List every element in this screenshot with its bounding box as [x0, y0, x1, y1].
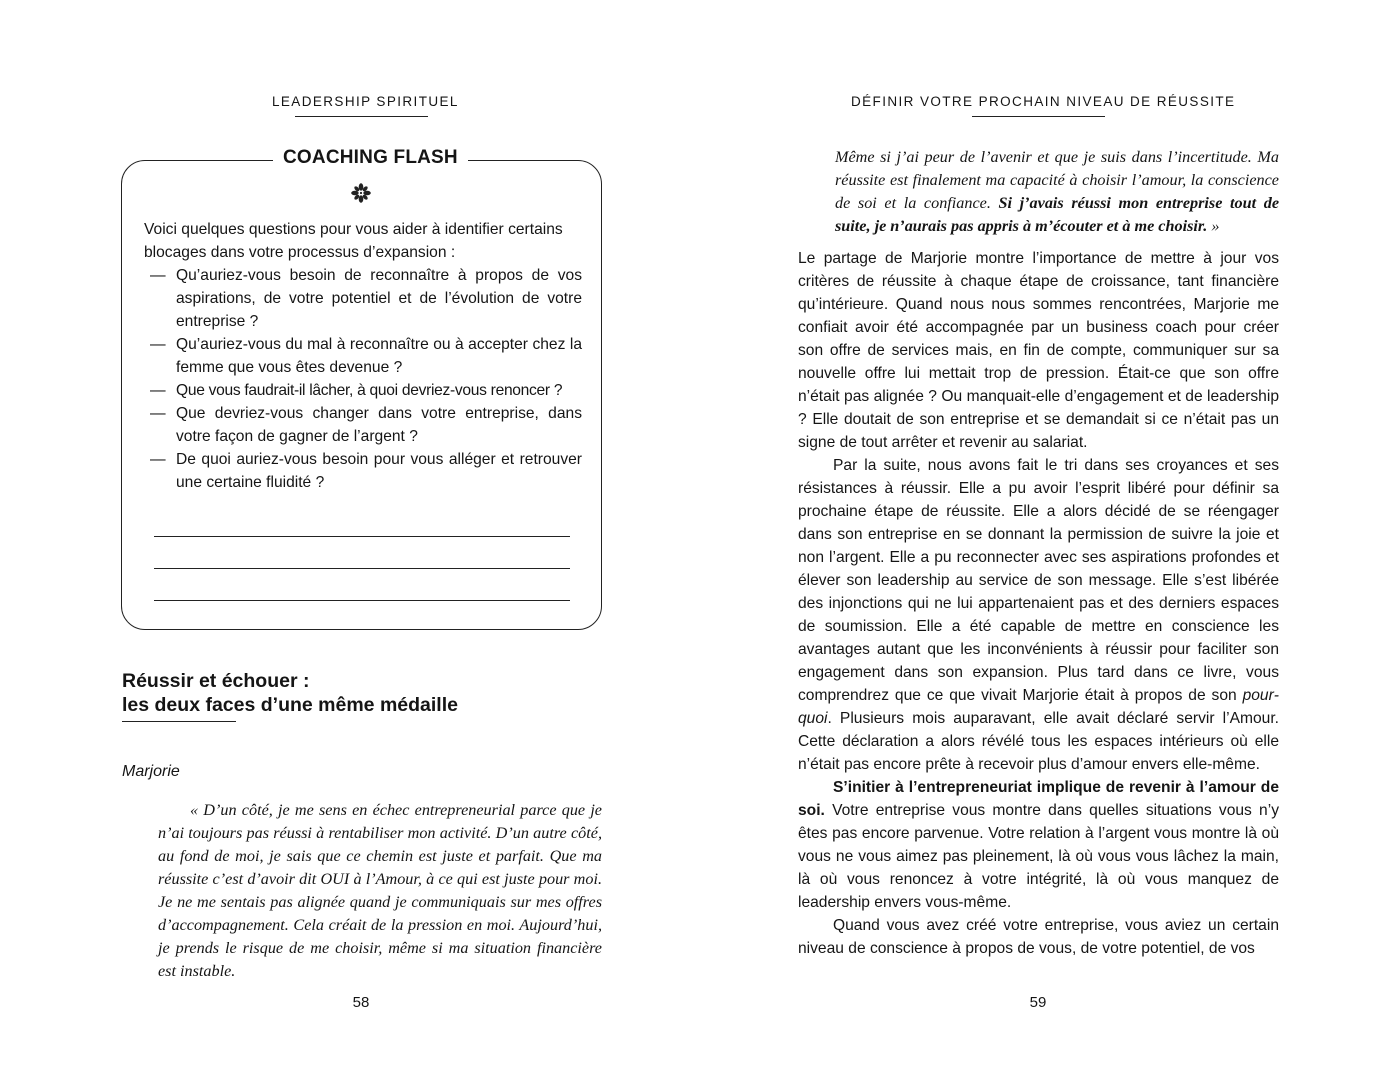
flower-ornament-icon: [350, 182, 372, 204]
paragraph: Quand vous avez créé votre entreprise, vous aviez un certain niveau de conscience à propos de vous, de votre potentiel, de vos: [798, 917, 1279, 957]
quote-text: « D’un côté, je me sens en échec entrepreneurial parce que je n’ai toujours pas réussi à rentabiliser mon activité. D’un autre côté, au fond de moi, je sais que ce chemin est juste et parfait. Que ma réussite c’est d’avoir dit OUI à l’Amour, à ce qui est juste pour moi. Je ne me sentais pas alignée quand je communiquais sur mes offres d’accompagnement. Cela créait de la pression en moi. Aujourd’hui, je prends le risque de me choisir, même si ma situation financière est instable.: [158, 801, 602, 980]
running-head: LEADERSHIP SPIRITUEL: [272, 94, 459, 109]
coaching-intro: Voici quelques questions pour vous aider à identifier certains blocages dans votre processus d’expansion :: [144, 221, 563, 261]
section-heading-line: Réussir et échouer :: [122, 670, 310, 692]
quote-bold-text: Si j’avais réussi mon entreprise tout de suite, je n’aurais pas appris à m’écouter et à me choisir.: [835, 194, 1279, 235]
section-heading: [122, 669, 458, 717]
question-text: Que devriez-vous changer dans votre entreprise, dans votre façon de gagner de l’argent ?: [176, 405, 582, 445]
italic-word: pourquoi: [798, 687, 1279, 727]
answer-line: [154, 568, 570, 569]
page-number: 59: [1029, 994, 1047, 1011]
answer-line: [154, 536, 570, 537]
dash-bullet: —: [150, 336, 166, 353]
coaching-question: [150, 402, 582, 448]
paragraph-text: . Plusieurs mois auparavant, elle avait déclaré servir l’Amour. Cette déclaration a alors révélé tous les espaces intérieurs où elle n’était pas encore prête à recevoir plus d’amour envers elle-même.: [798, 710, 1279, 773]
paragraph: Le partage de Marjorie montre l’importance de mettre à jour vos critères de réussite à chaque étape de croissance, tant financière qu’intérieure. Quand nous nous sommes rencontrées, Marjorie me confiait avoir été accompagnée par un business coach pour créer son offre de services mais, en fin de compte, communiquer sur sa nouvelle offre lui mettait trop de pression. Était-ce que son offre n’était pas alignée ? Ou manquait-elle d’engagement et de leadership ? Elle doutait de son entreprise et se demandait si ce n’était pas un signe de tout arrêter et revenir au salariat.: [798, 250, 1279, 451]
question-text: De quoi auriez-vous besoin pour vous alléger et retrouver une certaine fluidité ?: [176, 451, 582, 491]
coaching-question: [150, 264, 582, 333]
paragraph: [798, 776, 1279, 914]
body-text: [798, 247, 1279, 960]
closing-quote-mark: »: [1211, 217, 1220, 235]
running-head-rule: [972, 116, 1105, 117]
section-heading-rule: [122, 721, 236, 722]
section-heading-line: les deux faces d’une même médaille: [122, 694, 458, 716]
coaching-flash-box: [121, 147, 602, 630]
dash-bullet: —: [150, 382, 166, 399]
question-text: Qu’auriez-vous du mal à reconnaître ou à accepter chez la femme que vous êtes devenue ?: [176, 336, 582, 376]
paragraph: [798, 454, 1279, 776]
dash-bullet: —: [150, 267, 166, 284]
dash-bullet: —: [150, 405, 166, 422]
question-text: Que vous faudrait-il lâcher, à quoi devriez-vous renoncer ?: [176, 382, 563, 399]
bold-statement: S’initier à l’entrepreneuriat implique de revenir à l’amour de soi.: [798, 779, 1279, 819]
dash-bullet: —: [150, 451, 166, 468]
coaching-question: [150, 379, 582, 402]
paragraph-text: Par la suite, nous avons fait le tri dans ses croyances et ses résistances à réussir. Elle a pu avoir l’esprit libéré pour définir sa prochaine étape de réussite. Elle a alors décidé de se réengager dans son entreprise en se donnant la permission de suivre la joie et non l’argent. Elle a pu reconnecter avec ses aspirations profondes et élever son leadership au service de son message. Elle s’est libérée des injonctions qui ne lui appartenaient pas et des derniers espaces de soumission. Elle a été capable de mettre en conscience les avantages autant que les inconvénients à réussir pour faciliter son engagement dans son expansion. Plus tard dans ce livre, vous comprendrez que ce que vivait Marjorie était à propos de son: [798, 457, 1279, 704]
running-head: DÉFINIR VOTRE PROCHAIN NIVEAU DE RÉUSSITE: [851, 94, 1236, 109]
coaching-flash-title: COACHING FLASH: [273, 147, 468, 169]
testimonial-quote: [158, 799, 602, 983]
coaching-question: [150, 448, 582, 494]
question-text: Qu’auriez-vous besoin de reconnaître à propos de vos aspirations, de votre potentiel et de l’évolution de votre entreprise ?: [176, 267, 582, 330]
testimonial-quote-continued: [835, 146, 1279, 238]
paragraph-text: Votre entreprise vous montre dans quelles situations vous n’y êtes pas encore parvenue. Votre relation à l’argent vous montre là où vous ne vous aimez pas pleinement, là où vous vous lâchez la main, là où vous renoncez à votre intégrité, là où vous manquez de leadership envers vous-même.: [798, 802, 1279, 911]
page-number: 58: [352, 994, 370, 1011]
answer-line: [154, 600, 570, 601]
quote-text: Même si j’ai peur de l’avenir et que je suis dans l’incertitude. Ma réussite est finalement ma capacité à choisir l’amour, la conscience de soi et la confiance.: [835, 148, 1279, 212]
running-head-rule: [295, 116, 428, 117]
coaching-question: [150, 333, 582, 379]
speaker-name: Marjorie: [122, 763, 180, 780]
